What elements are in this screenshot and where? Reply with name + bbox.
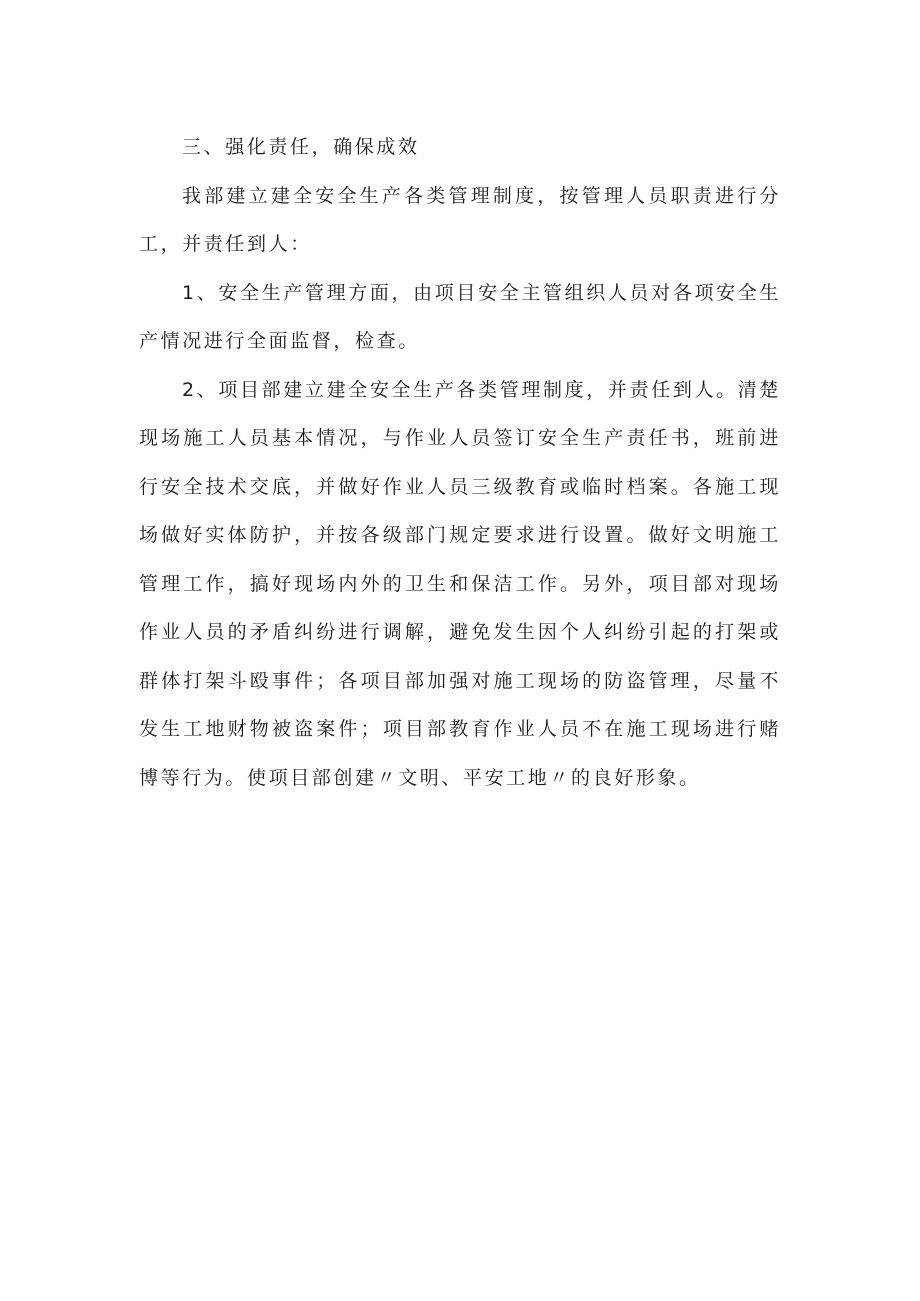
paragraph-intro: 我部建立建全安全生产各类管理制度，按管理人员职责进行分工，并责任到人： (139, 184, 781, 255)
section-heading: 三、强化责任，确保成效 (182, 136, 420, 158)
paragraph-item-1: 1、安全生产管理方面，由项目安全主管组织人员对各项安全生产情况进行全面监督，检查。 (139, 281, 781, 352)
document-page (139, 123, 781, 802)
paragraph-item-2: 2、项目部建立建全安全生产各类管理制度，并责任到人。清楚现场施工人员基本情况，与作业人员签订安全生产责任书，班前进行安全技术交底，并做好作业人员三级教育或临时档案。各施工现场做好实体防护，并按各级部门规定要求进行设置。做好文明施工管理工作，搞好现场内外的卫生和保洁工作。另外，项目部对现场作业人员的矛盾纠纷进行调解，避免发生因个人纠纷引起的打架或群体打架斗殴事件；各项目部加强对施工现场的防盗管理，尽量不发生工地财物被盗案件；项目部教育作业人员不在施工现场进行赌博等行为。使项目部创建〃文明、平安工地〃的良好形象。 (139, 378, 781, 789)
